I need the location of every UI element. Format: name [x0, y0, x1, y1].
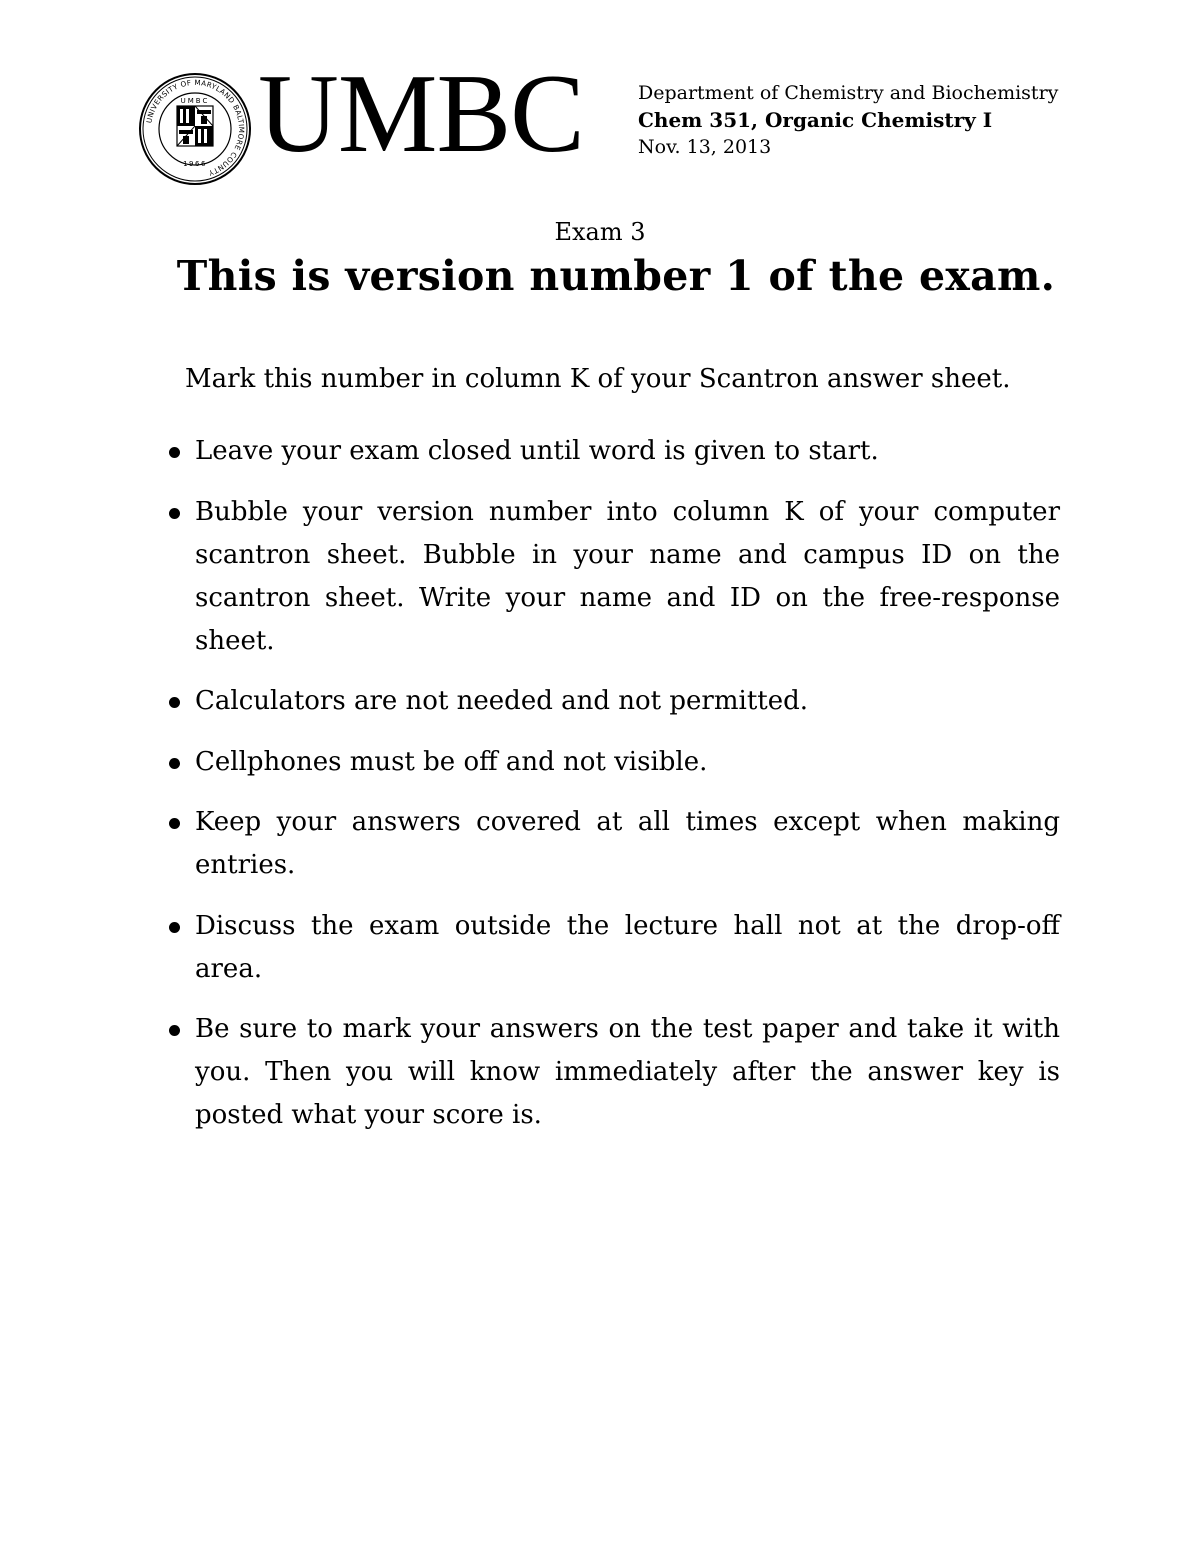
list-item	[165, 491, 1060, 663]
instruction-text: Keep your answers covered at all times except when making entries.	[195, 807, 1060, 880]
instruction-text: Leave your exam closed until word is given to start.	[195, 436, 879, 466]
bullet-icon	[169, 922, 180, 933]
instruction-text: Discuss the exam outside the lecture hall not at the drop-off area.	[195, 910, 1060, 984]
umbc-seal-logo	[138, 72, 252, 186]
course-info-block	[638, 80, 1058, 161]
exam-date: Nov. 13, 2013	[638, 136, 772, 158]
version-title: This is version number 1 of the exam.	[176, 252, 1056, 300]
svg-text:UMBC: UMBC	[180, 97, 210, 105]
instructions-list	[165, 430, 1060, 1155]
mark-instruction: Mark this number in column K of your Scantron answer sheet.	[185, 364, 1011, 394]
instruction-text: Bubble your version number into column K of your computer scantron sheet. Bubble in your name and campus ID on the scantron sheet. Write your name and ID on the free-response sheet.	[195, 496, 1060, 656]
svg-text:1966: 1966	[183, 160, 207, 168]
department-name: Department of Chemistry and Biochemistry	[638, 82, 1059, 104]
instruction-text: Calculators are not needed and not permitted.	[195, 686, 809, 716]
umbc-wordmark-logo: UMBC	[258, 52, 584, 176]
bullet-icon	[169, 818, 180, 829]
exam-label: Exam 3	[554, 218, 646, 246]
course-title: Chem 351, Organic Chemistry I	[638, 108, 993, 132]
svg-text:UNIVERSITY OF MARYLAND BALTIMO: UNIVERSITY OF MARYLAND BALTIMORE COUNTY	[144, 77, 247, 178]
page-header	[138, 52, 1068, 188]
list-item	[165, 741, 1060, 784]
list-item	[165, 680, 1060, 723]
list-item	[165, 1008, 1060, 1137]
list-item	[165, 801, 1060, 887]
instruction-text: Be sure to mark your answers on the test paper and take it with you. Then you will know immediately after the answer key is posted what your score is.	[195, 1014, 1060, 1130]
list-item	[165, 430, 1060, 473]
list-item	[165, 905, 1060, 991]
instruction-text: Cellphones must be off and not visible.	[195, 746, 708, 777]
bullet-icon	[169, 758, 180, 769]
bullet-icon	[169, 1025, 180, 1036]
bullet-icon	[169, 508, 180, 519]
bullet-icon	[169, 697, 180, 708]
bullet-icon	[169, 447, 180, 458]
